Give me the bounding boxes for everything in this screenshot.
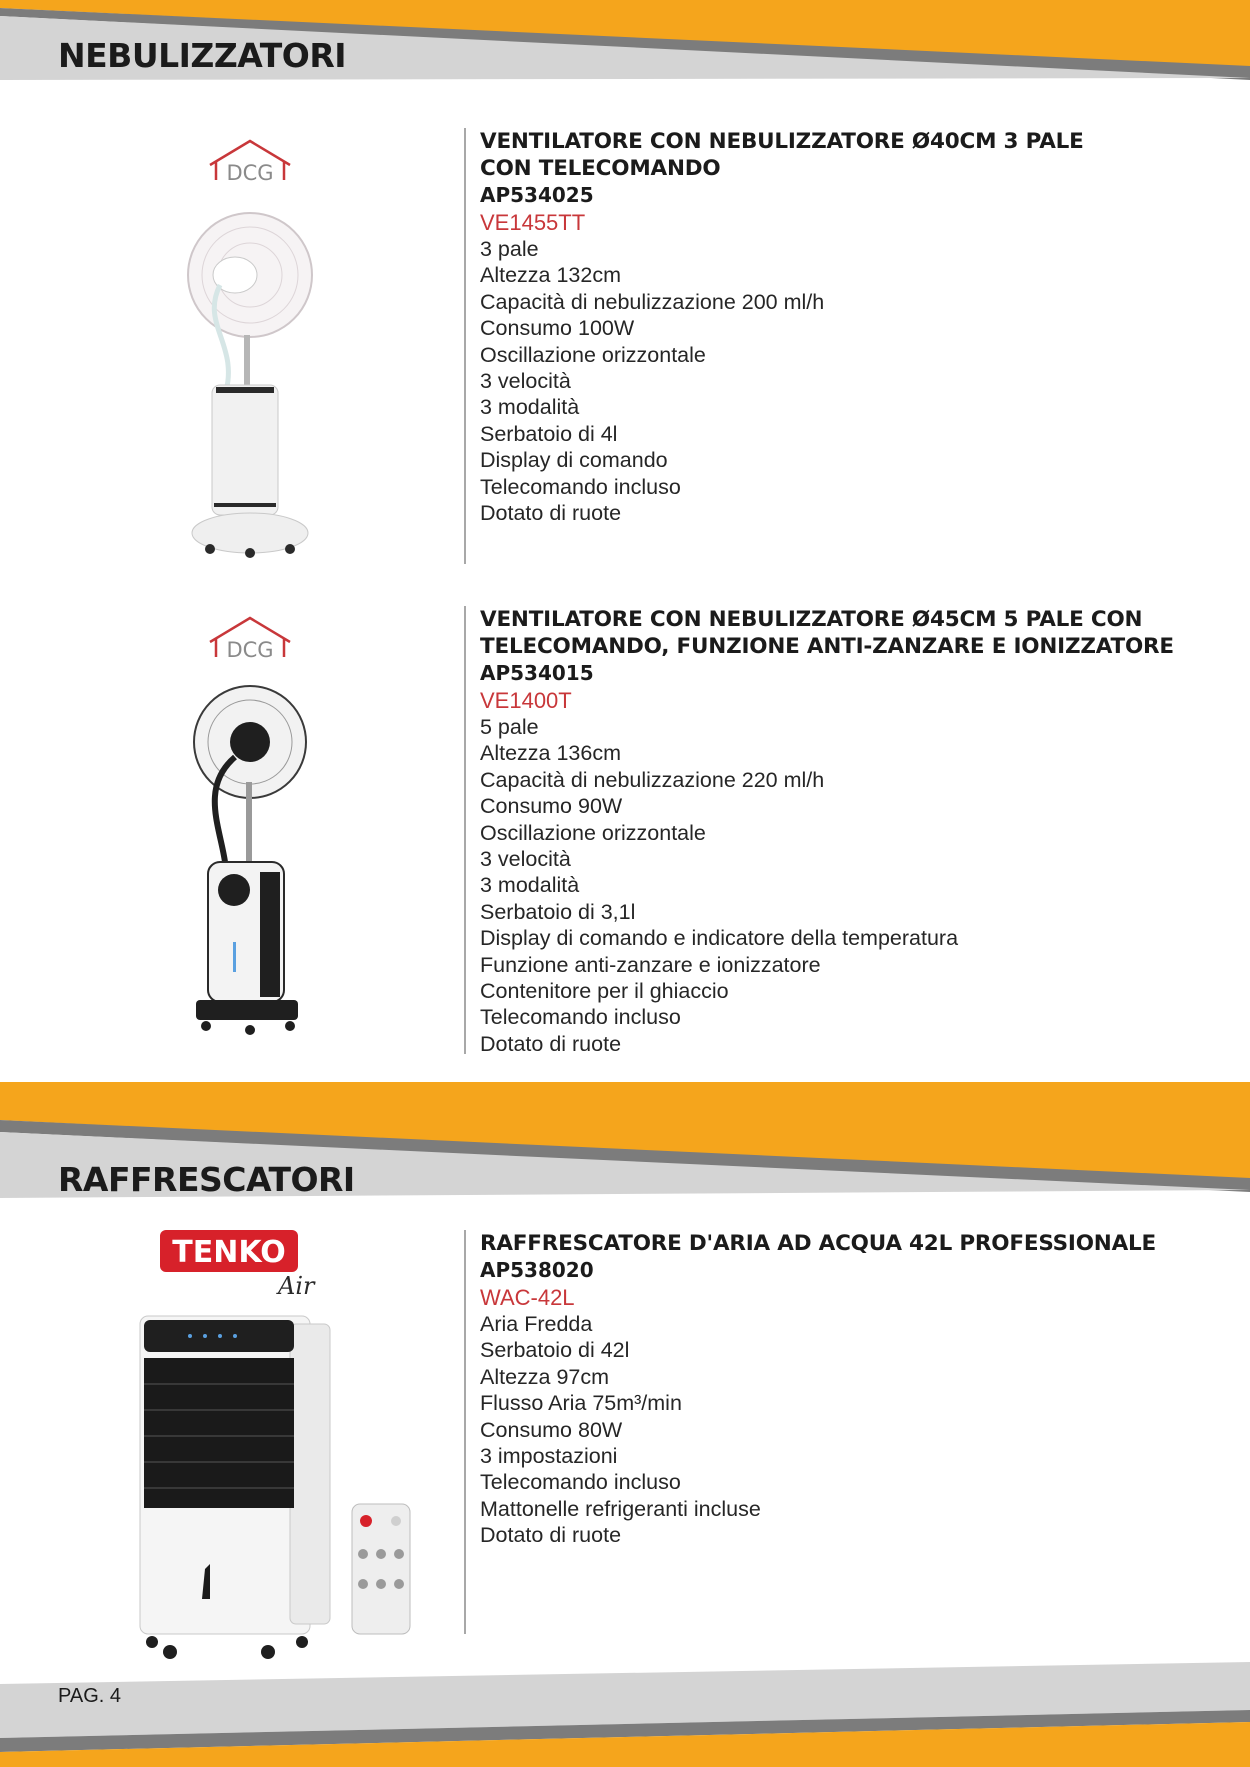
feature-item: Dotato di ruote bbox=[480, 1523, 622, 1548]
tenko-logo-sub: Air bbox=[278, 1272, 315, 1300]
product-divider bbox=[464, 128, 466, 564]
feature-item: 3 impostazioni bbox=[480, 1444, 618, 1469]
feature-item: 3 velocità bbox=[480, 847, 571, 872]
product-divider bbox=[464, 606, 466, 1054]
feature-item: Altezza 132cm bbox=[480, 263, 622, 288]
feature-item: 3 pale bbox=[480, 237, 539, 261]
feature-item: Mattonelle refrigeranti incluse bbox=[480, 1496, 761, 1521]
footer-band bbox=[0, 1660, 1250, 1767]
product-code: AP534015 bbox=[480, 661, 594, 685]
tenko-air-logo bbox=[160, 1230, 316, 1300]
feature-item: Telecomando incluso bbox=[480, 1470, 681, 1495]
remote-control bbox=[352, 1504, 410, 1634]
product-model: VE1400T bbox=[480, 688, 572, 713]
feature-item: Telecomando incluso bbox=[480, 1005, 681, 1030]
product-image-ve1455tt bbox=[180, 135, 320, 575]
feature-item: Aria Fredda bbox=[480, 1312, 593, 1336]
feature-item: Contenitore per il ghiaccio bbox=[480, 979, 729, 1004]
feature-item: Funzione anti-zanzare e ionizzatore bbox=[480, 952, 821, 977]
feature-item: 3 velocità bbox=[480, 369, 571, 394]
feature-item: Altezza 136cm bbox=[480, 741, 622, 766]
product-image-wac42l bbox=[130, 1224, 420, 1674]
product-code: AP538020 bbox=[480, 1258, 594, 1282]
feature-item: Dotato di ruote bbox=[480, 501, 622, 526]
product-name-line: TELECOMANDO, FUNZIONE ANTI-ZANZARE E IONIZZATORE bbox=[480, 634, 1174, 659]
feature-item: 5 pale bbox=[480, 715, 539, 739]
product-name-line: VENTILATORE CON NEBULIZZATORE Ø40CM 3 PALE bbox=[480, 129, 1084, 154]
product-info bbox=[480, 606, 1220, 1057]
dcg-logo bbox=[210, 141, 290, 185]
product-model: VE1455TT bbox=[480, 210, 586, 235]
product-name-line: CON TELECOMANDO bbox=[480, 156, 721, 181]
product-name-line: RAFFRESCATORE D'ARIA AD ACQUA 42L PROFESSIONALE bbox=[480, 1231, 1157, 1256]
product-model: WAC-42L bbox=[480, 1285, 575, 1310]
feature-item: 3 modalità bbox=[480, 395, 580, 420]
tenko-logo-text: TENKO bbox=[172, 1235, 286, 1270]
feature-item: Capacità di nebulizzazione 220 ml/h bbox=[480, 767, 825, 792]
product-divider bbox=[464, 1230, 466, 1634]
product-image-ve1400t bbox=[180, 612, 320, 1042]
feature-list bbox=[480, 236, 1220, 526]
product-name-line: VENTILATORE CON NEBULIZZATORE Ø45CM 5 PALE CON bbox=[480, 607, 1143, 632]
page-number: PAG. 4 bbox=[58, 1685, 121, 1707]
feature-item: Telecomando incluso bbox=[480, 474, 681, 499]
feature-item: Dotato di ruote bbox=[480, 1031, 622, 1056]
product-code: AP534025 bbox=[480, 183, 594, 207]
feature-item: Capacità di nebulizzazione 200 ml/h bbox=[480, 289, 825, 314]
feature-list bbox=[480, 714, 1220, 1057]
feature-item: Consumo 100W bbox=[480, 316, 635, 341]
feature-item: 3 modalità bbox=[480, 873, 580, 898]
section-title-nebulizzatori: NEBULIZZATORI bbox=[58, 36, 347, 75]
feature-item: Flusso Aria 75m³/min bbox=[480, 1391, 682, 1416]
feature-item: Display di comando e indicatore della temperatura bbox=[480, 926, 959, 951]
product-info bbox=[480, 128, 1220, 526]
feature-item: Oscillazione orizzontale bbox=[480, 342, 706, 367]
svg-text:DCG: DCG bbox=[226, 638, 274, 662]
svg-text:DCG: DCG bbox=[226, 161, 274, 185]
feature-item: Display di comando bbox=[480, 448, 668, 473]
feature-item: Consumo 80W bbox=[480, 1417, 623, 1442]
feature-list bbox=[480, 1311, 1220, 1549]
dcg-logo bbox=[210, 618, 290, 662]
feature-item: Serbatoio di 42l bbox=[480, 1338, 630, 1363]
feature-item: Serbatoio di 3,1l bbox=[480, 899, 636, 924]
feature-item: Oscillazione orizzontale bbox=[480, 820, 706, 845]
product-info bbox=[480, 1230, 1220, 1549]
section-title-raffrescatori: RAFFRESCATORI bbox=[58, 1160, 355, 1199]
feature-item: Serbatoio di 4l bbox=[480, 421, 618, 446]
feature-item: Consumo 90W bbox=[480, 794, 623, 819]
feature-item: Altezza 97cm bbox=[480, 1364, 610, 1389]
